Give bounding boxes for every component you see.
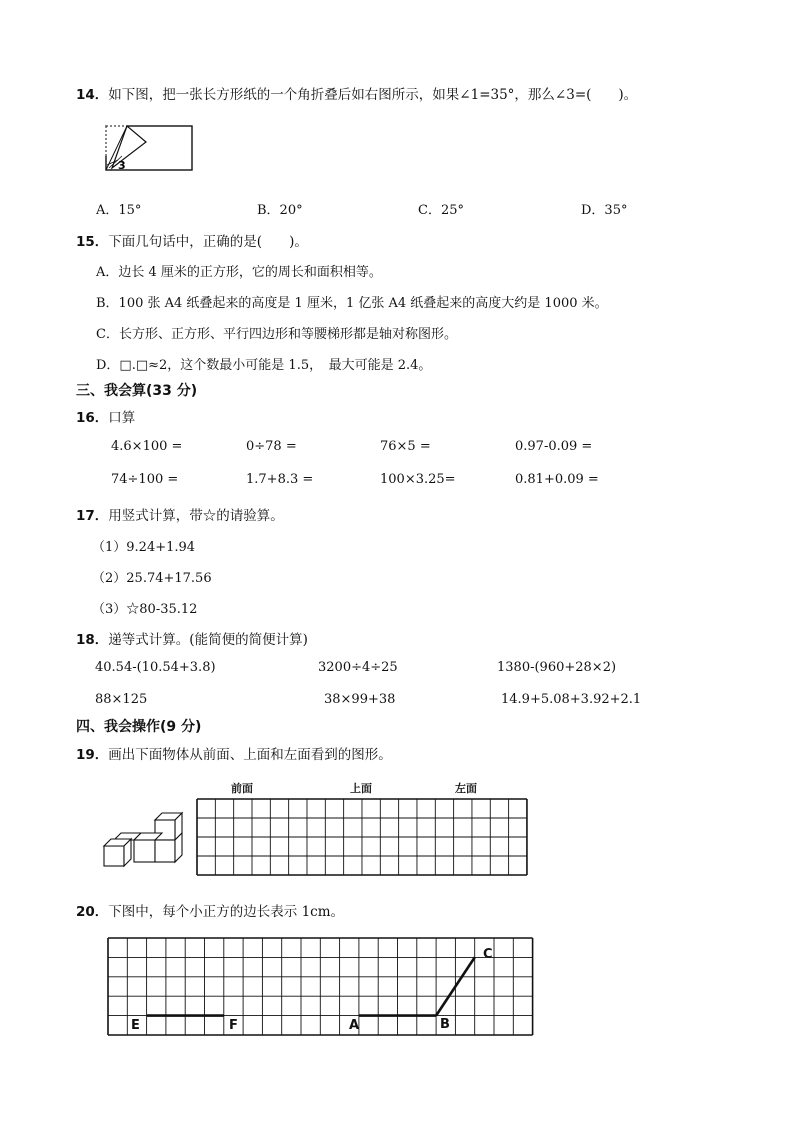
q17-number: 17． [76,508,109,524]
q16-text: 口算 [108,410,136,426]
q14-number: 14． [76,87,109,103]
section-3-title: 三、我会算(33 分) [76,383,198,399]
q20-point-c: C [483,947,493,962]
q16-expr: 0.97-0.09 = [515,439,593,454]
q14-option-b[interactable]: B．20° [257,203,303,218]
q19-number: 19． [76,747,109,763]
q18-expr: 3200÷4÷25 [318,660,398,675]
q18-expr: 38×99+38 [324,692,396,707]
q19-grid-label-top: 上面 [350,782,372,795]
q15-option-c[interactable]: C．长方形、正方形、平行四边形和等腰梯形都是轴对称图形。 [96,327,457,342]
q16-expr: 100×3.25= [380,472,456,487]
q18-expr: 14.9+5.08+3.92+2.1 [501,692,642,707]
q15-option-d[interactable]: D．□.□≈2，这个数最小可能是 1.5， 最大可能是 2.4。 [96,358,432,373]
q15-option-b[interactable]: B．100 张 A4 纸叠起来的高度是 1 厘米，1 亿张 A4 纸叠起来的高度大约是 1000 米。 [96,296,608,311]
q20-point-f: F [229,1018,238,1033]
q19-grid-label-left: 左面 [455,782,477,795]
q18-expr: 88×125 [95,692,148,707]
q20-text: 下图中，每个小正方的边长表示 1cm。 [108,904,345,920]
q14-figure-label: 3 [118,159,126,172]
section-4-title: 四、我会操作(9 分) [76,719,202,735]
q16-expr: 0.81+0.09 = [515,472,599,487]
q16-expr: 76×5 = [380,439,431,454]
q15-option-a[interactable]: A．边长 4 厘米的正方形，它的周长和面积相等。 [96,265,382,280]
q20-point-e: E [131,1018,140,1033]
q16-number: 16． [76,410,109,426]
q16-expr: 0÷78 = [246,439,297,454]
q18-number: 18． [76,632,109,648]
q20-point-b: B [440,1017,450,1032]
q16-expr: 1.7+8.3 = [246,472,314,487]
q18-text: 递等式计算。(能简便的简便计算) [108,632,308,648]
q17-item-1: （1）9.24+1.94 [92,540,196,555]
q14-option-c[interactable]: C．25° [418,203,464,218]
q18-expr: 40.54-(10.54+3.8) [95,660,216,675]
q20-point-a: A [349,1018,360,1033]
q14-option-a[interactable]: A．15° [96,203,142,218]
q17-item-2: （2）25.74+17.56 [92,571,212,586]
q16-expr: 74÷100 = [111,472,179,487]
q14-option-d[interactable]: D．35° [581,203,628,218]
q18-expr: 1380-(960+28×2) [497,660,617,675]
q17-text: 用竖式计算，带☆的请验算。 [108,508,284,524]
q20-number: 20． [76,904,109,920]
q15-text: 下面几句话中，正确的是( )。 [108,234,308,250]
q16-expr: 4.6×100 = [111,439,183,454]
q19-grid-label-front: 前面 [231,782,253,795]
q17-item-3: （3）☆80-35.12 [92,602,198,617]
q15-number: 15． [76,234,109,250]
q14-text: 如下图，把一张长方形纸的一个角折叠后如右图所示，如果∠1=35°，那么∠3=( )。 [108,87,638,103]
q19-text: 画出下面物体从前面、上面和左面看到的图形。 [108,747,392,763]
